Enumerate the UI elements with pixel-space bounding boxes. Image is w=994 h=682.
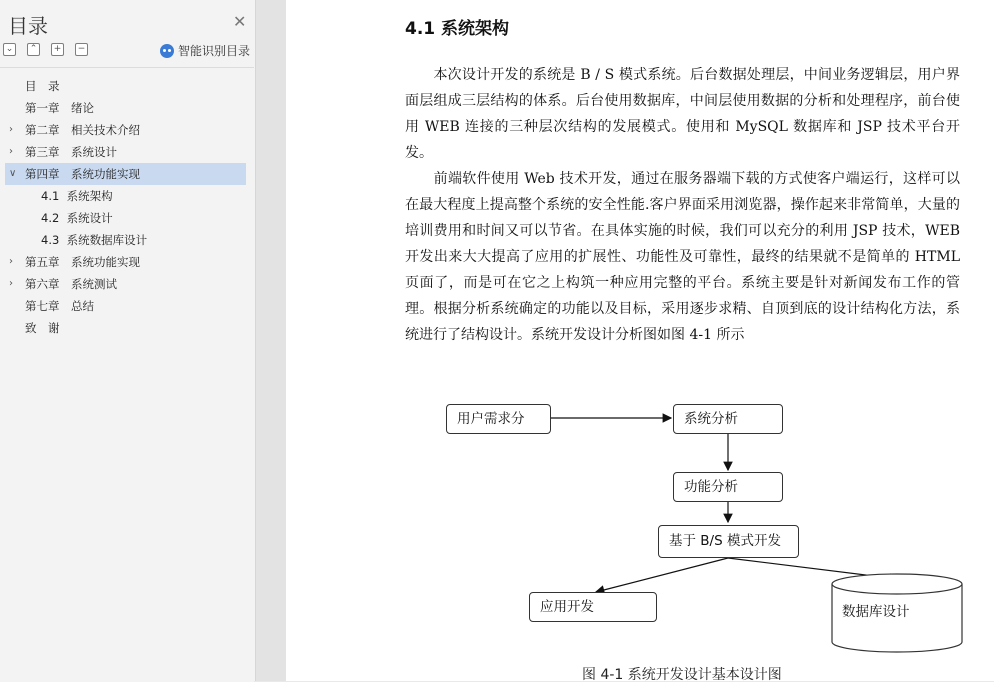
toc-list <box>0 67 254 682</box>
node-user-requirements: 用户需求分 <box>446 404 551 434</box>
toc-item-label: 第一章 绪论 <box>25 101 94 115</box>
expand-up-icon[interactable]: ⌃ <box>27 43 40 56</box>
chevron-right-icon[interactable]: › <box>9 146 13 157</box>
ai-assistant-icon <box>160 44 174 58</box>
toc-item[interactable] <box>5 119 246 141</box>
flow-arrow <box>596 558 728 592</box>
smart-toc-label: 智能识别目录 <box>178 44 251 58</box>
toc-item[interactable] <box>5 295 246 317</box>
chevron-right-icon[interactable]: › <box>9 124 13 135</box>
toc-item[interactable] <box>5 207 246 229</box>
toc-item-label: 4.2 系统设计 <box>41 211 113 225</box>
collapse-all-icon[interactable]: ⌄ <box>3 43 16 56</box>
toc-item-label: 第六章 系统测试 <box>25 277 117 291</box>
toc-item[interactable] <box>5 75 246 97</box>
toc-item[interactable] <box>5 273 246 295</box>
toc-item[interactable] <box>5 185 246 207</box>
node-database-design: 数据库设计 <box>842 604 910 620</box>
figure-caption: 图 4-1 系统开发设计基本设计图 <box>582 667 782 681</box>
toc-item-label: 4.3 系统数据库设计 <box>41 233 148 247</box>
add-icon[interactable]: + <box>51 43 64 56</box>
close-icon[interactable]: ✕ <box>233 12 247 31</box>
document-page <box>286 0 994 681</box>
toc-item[interactable] <box>5 251 246 273</box>
section-heading: 4.1 系统架构 <box>405 19 510 39</box>
smart-toc-button[interactable] <box>160 42 250 59</box>
toc-item-label: 第五章 系统功能实现 <box>25 255 140 269</box>
toc-item-label: 第四章 系统功能实现 <box>25 167 140 181</box>
paragraph-1: 本次设计开发的系统是 B / S 模式系统。后台数据处理层，中间业务逻辑层，用户界面层组成三层结构的体系。后台使用数据库，中间层使用数据的分析和处理程序，前台使用 WEB 连接的三种层次结构的发展模式。使用和 MySQL 数据库和 JSP 技术平台开发。 <box>405 67 960 161</box>
toc-item[interactable] <box>5 141 246 163</box>
toc-sidebar <box>0 0 256 681</box>
node-function-analysis: 功能分析 <box>673 472 783 502</box>
node-bs-development: 基于 B/S 模式开发 <box>658 525 799 558</box>
remove-icon[interactable]: − <box>75 43 88 56</box>
toc-item[interactable] <box>5 163 246 185</box>
toc-item[interactable] <box>5 229 246 251</box>
chevron-right-icon[interactable]: › <box>9 256 13 267</box>
toc-item-label: 致 谢 <box>25 321 60 335</box>
chevron-down-icon[interactable]: ∨ <box>9 168 17 179</box>
page-gutter <box>256 0 286 681</box>
toc-item[interactable] <box>5 97 246 119</box>
flow-diagram <box>286 0 994 681</box>
toc-item-label: 第七章 总结 <box>25 299 94 313</box>
paragraph-2: 前端软件使用 Web 技术开发，通过在服务器端下载的方式使客户端运行，这样可以在最大程度上提高整个系统的安全性能.客户界面采用浏览器，操作起来非常简单，大量的培训费用和时间又可以节省。在具体实施的时候，我们可以充分的利用 JSP 技术，WEB 开发出来大大提高了应用的扩展性、功能性及可靠性，最终的结果就不是简单的 HTML 页面了，而是可在它之上构筑一种应用完整的平台。系统主要是针对新闻发布工作的管理。根据分析系统确定的功能以及目标，采用逐步求精、自顶到底的设计结构化方法，系统进行了结构设计。系统开发设计分析图如图 4-1 所示 <box>405 171 960 343</box>
toc-item-label: 目 录 <box>25 79 60 93</box>
sidebar-title: 目录 <box>8 14 48 38</box>
toc-item-label: 第二章 相关技术介绍 <box>25 123 140 137</box>
toc-item[interactable] <box>5 317 246 339</box>
chevron-right-icon[interactable]: › <box>9 278 13 289</box>
toc-item-label: 4.1 系统架构 <box>41 189 113 203</box>
node-app-development: 应用开发 <box>529 592 657 622</box>
toc-item-label: 第三章 系统设计 <box>25 145 117 159</box>
node-system-analysis: 系统分析 <box>673 404 783 434</box>
